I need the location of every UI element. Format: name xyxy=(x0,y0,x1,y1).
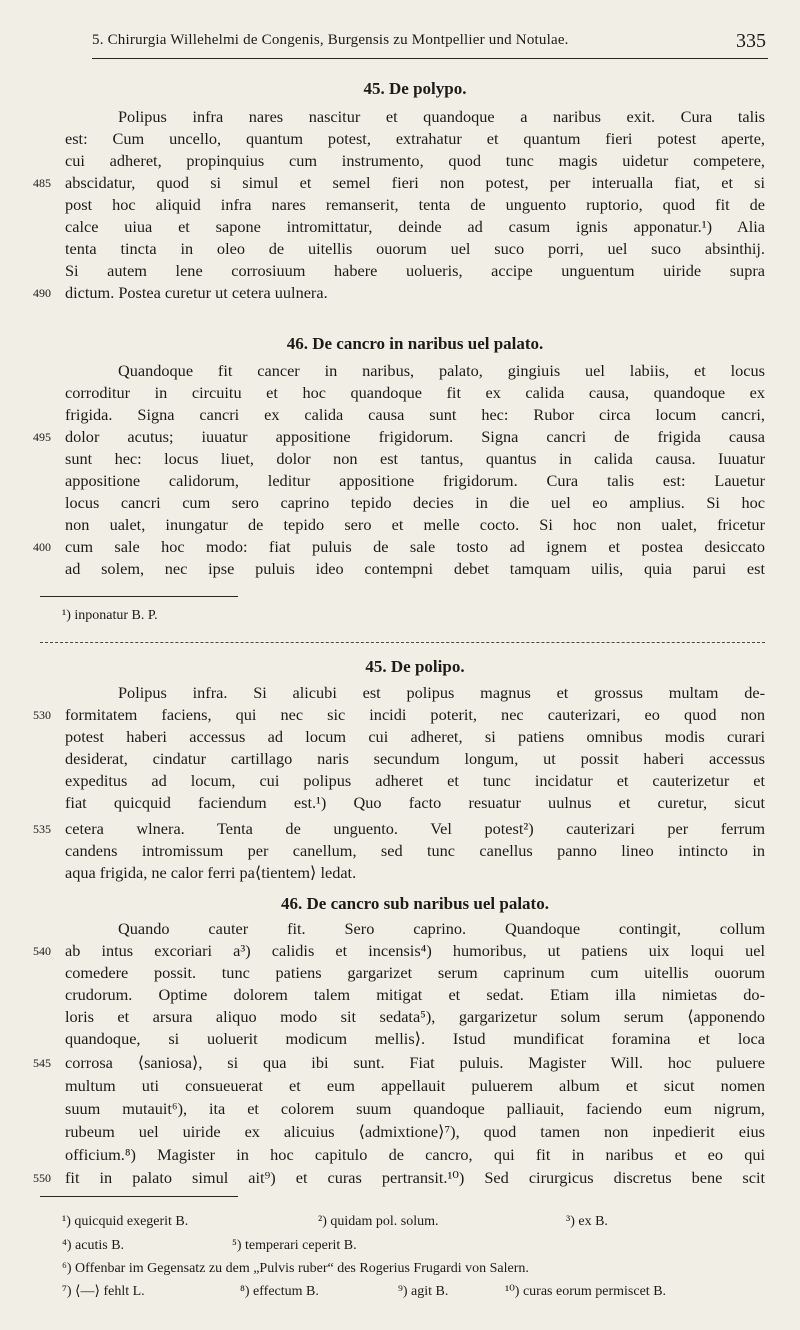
text-line: cum sale hoc modo: fiat puluis de sale tosto ad ignem et postea desiccato xyxy=(65,537,765,556)
text-line: loris et arsura aliquo modo sit sedata⁵), gargarizetur solum serum ⟨apponendo xyxy=(65,1007,765,1026)
text-line: expeditus ad locum, cui polipus adheret et tunc incidatur et cauterizetur et xyxy=(65,771,765,790)
text-line: officium.⁸) Magister in hoc capitulo de cancro, qui fit in naribus et eo qui xyxy=(65,1145,765,1164)
line-number: 540 xyxy=(33,944,51,958)
text-line: tenta tincta in oleo de uitellis ouorum uel suco porri, uel suco absinthij. xyxy=(65,239,765,258)
footnote: ¹) quicquid exegerit B. xyxy=(62,1214,189,1229)
text-line: Quando cauter fit. Sero caprino. Quandoque contingit, collum xyxy=(118,919,765,938)
line-number: 550 xyxy=(33,1171,51,1185)
footnote: ⁹) agit B. xyxy=(398,1284,449,1299)
line-number: 485 xyxy=(33,176,51,190)
footnote: ⁵) temperari ceperit B. xyxy=(232,1238,357,1253)
text-line: desiderat, cindatur cartillago naris secundum longum, ut possit haberi accessus xyxy=(65,749,765,768)
text-line: aqua frigida, ne calor ferri pa⟨tientem⟩ ledat. xyxy=(65,863,357,882)
text-line: ab intus excoriari a³) calidis et incensis⁴) humoribus, ut patiens uix loqui uel xyxy=(65,941,765,960)
text-line: ad solem, nec ipse puluis ideo contempni debet tamquam uilis, quia parui est xyxy=(65,559,765,578)
line-number: 535 xyxy=(33,822,51,836)
text-line: est: Cum uncello, quantum potest, extrahatur et quantum fieri potest aperte, xyxy=(65,129,765,148)
text-line: dolor acutus; iuuatur appositione frigidorum. Signa cancri de frigida causa xyxy=(65,427,765,446)
text-line: rubeum uel uiride ex alicuius ⟨admixtione⟩⁷), quod tamen non inpedierit eius xyxy=(65,1122,765,1141)
footnote: ⁸) effectum B. xyxy=(240,1284,319,1299)
line-number: 530 xyxy=(33,708,51,722)
running-header xyxy=(92,30,768,59)
text-line: post hoc aliquid infra nares remanserit, tenta de unguento ruptorio, quod fit de xyxy=(65,195,765,214)
text-line: quandoque, si uoluerit modicum mellis⟩. Istud mundificat foramina et loca xyxy=(65,1029,765,1048)
line-number: 495 xyxy=(33,430,51,444)
text-line: fiat quicquid faciendum est.¹) Quo facto resuatur uulnus et curetur, sicut xyxy=(65,793,765,812)
text-line: crudorum. Optime dolorem talem mitigat et sedat. Etiam illa nimietas do- xyxy=(65,985,765,1004)
text-line: appositione calidorum, leditur appositione frigidorum. Cura talis est: Lauetur xyxy=(65,471,765,490)
text-line: formitatem faciens, qui nec sic incidi poterit, nec cauterizari, eo quod non xyxy=(65,705,765,724)
text-line: multum uti consueuerat et eum appellauit puluerem album et sicut nomen xyxy=(65,1076,765,1095)
text-line: frigida. Signa cancri ex calida causa sunt hec: Rubor circa locum cancri, xyxy=(65,405,765,424)
footnote: ⁶) Offenbar im Gegensatz zu dem „Pulvis ruber“ des Rogerius Frugardi von Salern. xyxy=(62,1261,529,1276)
text-line: calce uiua et sapone intromittatur, deinde ad casum ignis apponatur.¹) Alia xyxy=(65,217,765,236)
line-number: 490 xyxy=(33,286,51,300)
footnote-rule xyxy=(40,596,238,597)
text-line: suum mutauit⁶), ita et colorem suum quandoque palliauit, faciendo eum nigrum, xyxy=(65,1099,765,1118)
text-line: potest haberi accessus ad locum cui adheret, si patiens omnibus modis curari xyxy=(65,727,765,746)
text-line: candens intromissum per canellum, sed tunc canellus panno lineo intincto in xyxy=(65,841,765,860)
chapter-heading-46a: 46. De cancro in naribus uel palato. xyxy=(286,334,544,353)
text-line: Polipus infra. Si alicubi est polipus magnus et grossus multam de- xyxy=(118,683,765,702)
text-line: cui adheret, propinquius cum instrumento, quod tunc magis uidetur competere, xyxy=(65,151,765,170)
footnote: ¹⁰) curas eorum permiscet B. xyxy=(505,1284,667,1299)
text-line: sunt hec: locus liuet, dolor non est tantus, quantus in calida causa. Iuuatur xyxy=(65,449,765,468)
text-line: Polipus infra nares nascitur et quandoque a naribus exit. Cura talis xyxy=(118,107,765,126)
chapter-heading-45a: 45. De polypo. xyxy=(363,79,467,98)
text-line: corrosa ⟨saniosa⟩, si qua ibi sunt. Fiat puluis. Magister Will. hoc puluere xyxy=(65,1053,765,1072)
chapter-heading-46b: 46. De cancro sub naribus uel palato. xyxy=(281,894,549,913)
line-number: 545 xyxy=(33,1056,51,1070)
text-line: cetera wlnera. Tenta de unguento. Vel potest²) cauterizari per ferrum xyxy=(65,819,765,838)
text-line: abscidatur, quod si simul et semel fieri non potest, per interualla fiat, et si xyxy=(65,173,765,192)
text-line: fit in palato simul ait⁹) et curas pertransit.¹⁰) Sed cirurgicus discretus bene scit xyxy=(65,1168,765,1187)
section-divider xyxy=(40,642,765,643)
running-title: 5. Chirurgia Willehelmi de Congenis, Burgensis zu Montpellier und Notulae. xyxy=(92,32,569,48)
text-line: Si autem lene corrosiuum habere uolueris, accipe unguentum uiride supra xyxy=(65,261,765,280)
chapter-heading-45b: 45. De polipo. xyxy=(365,657,465,676)
footnote-rule xyxy=(40,1196,238,1197)
text-line: non ualet, inungatur de tepido sero et melle cocto. Si hoc non ualet, fricetur xyxy=(65,515,765,534)
text-line: Quandoque fit cancer in naribus, palato, gingiuis uel labiis, et locus xyxy=(118,361,765,380)
footnote: ³) ex B. xyxy=(566,1214,608,1229)
footnote: ²) quidam pol. solum. xyxy=(318,1214,439,1229)
text-line: corroditur in circuitu et hoc quandoque fit ex calida causa, quandoque ex xyxy=(65,383,765,402)
text-line: locus cancri cum sero caprino tepido decies in die uel eo amplius. Si hoc xyxy=(65,493,765,512)
footnote: ¹) inponatur B. P. xyxy=(62,608,158,623)
line-number: 400 xyxy=(33,540,51,554)
text-line: dictum. Postea curetur ut cetera uulnera. xyxy=(65,283,328,302)
footnote: ⁷) ⟨—⟩ fehlt L. xyxy=(62,1284,145,1299)
footnote: ⁴) acutis B. xyxy=(62,1238,125,1253)
text-line: comedere possit. tunc patiens gargarizet serum caprinum cum uitellis ouorum xyxy=(65,963,765,982)
page-number: 335 xyxy=(736,30,766,52)
